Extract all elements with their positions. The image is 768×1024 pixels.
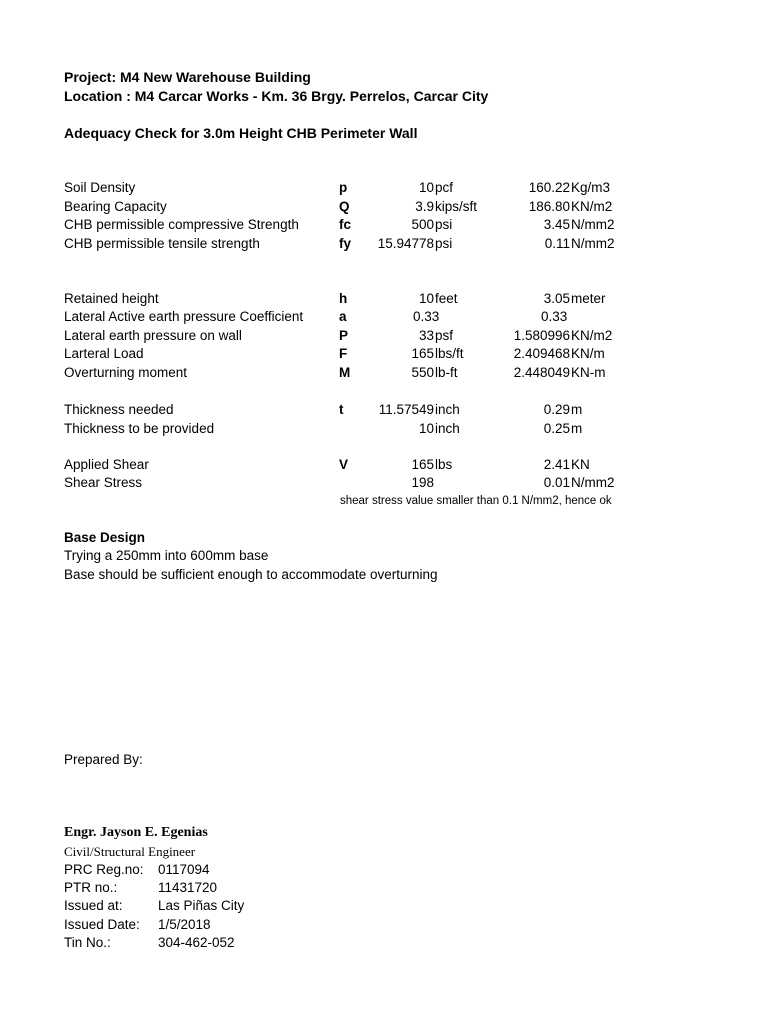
row-value-imperial: 10 — [418, 180, 434, 195]
row-value-imperial: 11.57549 — [378, 402, 434, 417]
credential-value: 1/5/2018 — [158, 917, 211, 932]
row-label: Lateral Active earth pressure Coefficient — [64, 309, 304, 324]
location-line: Location : M4 Carcar Works - Km. 36 Brgy. Perrelos, Carcar City — [64, 88, 489, 104]
row-label: Shear Stress — [64, 475, 143, 490]
row-symbol: a — [339, 309, 347, 324]
row-symbol: h — [339, 291, 348, 306]
row-value-imperial: 165 — [411, 457, 434, 472]
credential-value: Las Piñas City — [158, 898, 245, 913]
row-unit-imperial: pcf — [435, 180, 454, 195]
table-row — [0, 236, 768, 254]
row-symbol: M — [339, 365, 351, 380]
row-value-metric: 0.33 — [541, 309, 568, 324]
row-value-imperial: 15.94778 — [377, 236, 434, 251]
row-unit-metric: Kg/m3 — [571, 180, 611, 195]
row-unit-metric: m — [571, 421, 583, 436]
credential-row — [0, 935, 768, 953]
row-value-metric: 160.22 — [528, 180, 570, 195]
row-unit-metric: meter — [571, 291, 606, 306]
row-symbol: P — [339, 328, 349, 343]
credential-label: Issued Date: — [64, 917, 140, 932]
credential-row — [0, 917, 768, 935]
credential-label: PRC Reg.no: — [64, 862, 144, 877]
row-unit-imperial: lbs — [435, 457, 453, 472]
row-value-imperial: 198 — [411, 475, 434, 490]
base-design-line: Base should be sufficient enough to accommodate overturning — [64, 567, 438, 582]
shear-check-note: shear stress value smaller than 0.1 N/mm2, hence ok — [340, 495, 612, 507]
credential-value: 11431720 — [158, 880, 218, 895]
table-row — [0, 421, 768, 439]
row-symbol: F — [339, 346, 348, 361]
table-row — [0, 309, 768, 327]
row-value-imperial: 165 — [411, 346, 434, 361]
row-symbol: Q — [339, 199, 350, 214]
row-unit-imperial: lbs/ft — [435, 346, 464, 361]
credential-value: 0117094 — [158, 862, 210, 877]
row-unit-metric: m — [571, 402, 583, 417]
row-label: CHB permissible compressive Strength — [64, 217, 299, 232]
row-unit-metric: KN/m2 — [571, 199, 613, 214]
row-label: Applied Shear — [64, 457, 149, 472]
row-unit-imperial: kips/sft — [435, 199, 478, 214]
row-unit-imperial: inch — [435, 421, 460, 436]
row-value-imperial: 33 — [418, 328, 434, 343]
row-value-metric: 0.01 — [543, 475, 570, 490]
table-row — [0, 291, 768, 309]
row-unit-metric: KN-m — [571, 365, 606, 380]
row-unit-metric: KN — [571, 457, 590, 472]
table-row — [0, 180, 768, 198]
row-unit-imperial: psf — [435, 328, 454, 343]
row-unit-metric: N/mm2 — [571, 236, 615, 251]
row-value-imperial: 500 — [411, 217, 434, 232]
row-value-metric: 0.29 — [543, 402, 570, 417]
row-unit-imperial: feet — [435, 291, 458, 306]
row-value-imperial: 3.9 — [415, 199, 434, 214]
table-row — [0, 328, 768, 346]
engineer-role: Civil/Structural Engineer — [64, 844, 196, 859]
table-row — [0, 365, 768, 383]
row-value-metric: 2.409468 — [513, 346, 570, 361]
row-label: Lateral earth pressure on wall — [64, 328, 242, 343]
prepared-by-label: Prepared By: — [64, 752, 143, 767]
table-row — [0, 217, 768, 235]
project-line: Project: M4 New Warehouse Building — [64, 69, 311, 85]
base-design-heading: Base Design — [64, 530, 146, 545]
table-row — [0, 475, 768, 493]
row-unit-metric: N/mm2 — [571, 217, 615, 232]
row-symbol: fy — [339, 236, 352, 251]
table-row — [0, 346, 768, 364]
table-row — [0, 402, 768, 420]
row-label: Thickness to be provided — [64, 421, 215, 436]
row-unit-metric: N/mm2 — [571, 475, 615, 490]
row-value-metric: 2.41 — [543, 457, 570, 472]
row-value-metric: 186.80 — [528, 199, 570, 214]
row-unit-imperial: lb-ft — [435, 365, 458, 380]
row-symbol: t — [339, 402, 344, 417]
row-label: Soil Density — [64, 180, 136, 195]
row-value-metric: 0.11 — [544, 236, 570, 251]
engineer-name: Engr. Jayson E. Egenias — [64, 825, 208, 840]
row-label: Thickness needed — [64, 402, 174, 417]
row-symbol: p — [339, 180, 348, 195]
row-value-metric: 0.25 — [543, 421, 570, 436]
credential-row — [0, 880, 768, 898]
credential-label: PTR no.: — [64, 880, 118, 895]
row-value-imperial: 10 — [418, 291, 434, 306]
row-unit-imperial: psi — [435, 217, 453, 232]
row-label: Larteral Load — [64, 346, 144, 361]
credential-row — [0, 898, 768, 916]
row-value-metric: 3.45 — [543, 217, 570, 232]
row-symbol: fc — [339, 217, 352, 232]
credential-row — [0, 862, 768, 880]
row-unit-metric: KN/m — [571, 346, 605, 361]
row-value-metric: 1.580996 — [513, 328, 570, 343]
credential-label: Tin No.: — [64, 935, 111, 950]
row-label: Bearing Capacity — [64, 199, 167, 214]
base-design-line: Trying a 250mm into 600mm base — [64, 548, 269, 563]
row-value-imperial: 550 — [411, 365, 434, 380]
row-label: CHB permissible tensile strength — [64, 236, 260, 251]
credential-value: 304-462-052 — [158, 935, 235, 950]
page-title: Adequacy Check for 3.0m Height CHB Perimeter Wall — [64, 125, 418, 141]
row-value-imperial: 10 — [418, 421, 434, 436]
row-label: Overturning moment — [64, 365, 188, 380]
row-value-metric: 2.448049 — [513, 365, 570, 380]
table-row — [0, 199, 768, 217]
row-value-imperial: 0.33 — [413, 309, 440, 324]
row-label: Retained height — [64, 291, 159, 306]
row-symbol: V — [339, 457, 349, 472]
row-unit-imperial: inch — [435, 402, 460, 417]
table-row — [0, 457, 768, 475]
credential-label: Issued at: — [64, 898, 123, 913]
row-unit-imperial: psi — [435, 236, 453, 251]
row-unit-metric: KN/m2 — [571, 328, 613, 343]
row-value-metric: 3.05 — [543, 291, 570, 306]
